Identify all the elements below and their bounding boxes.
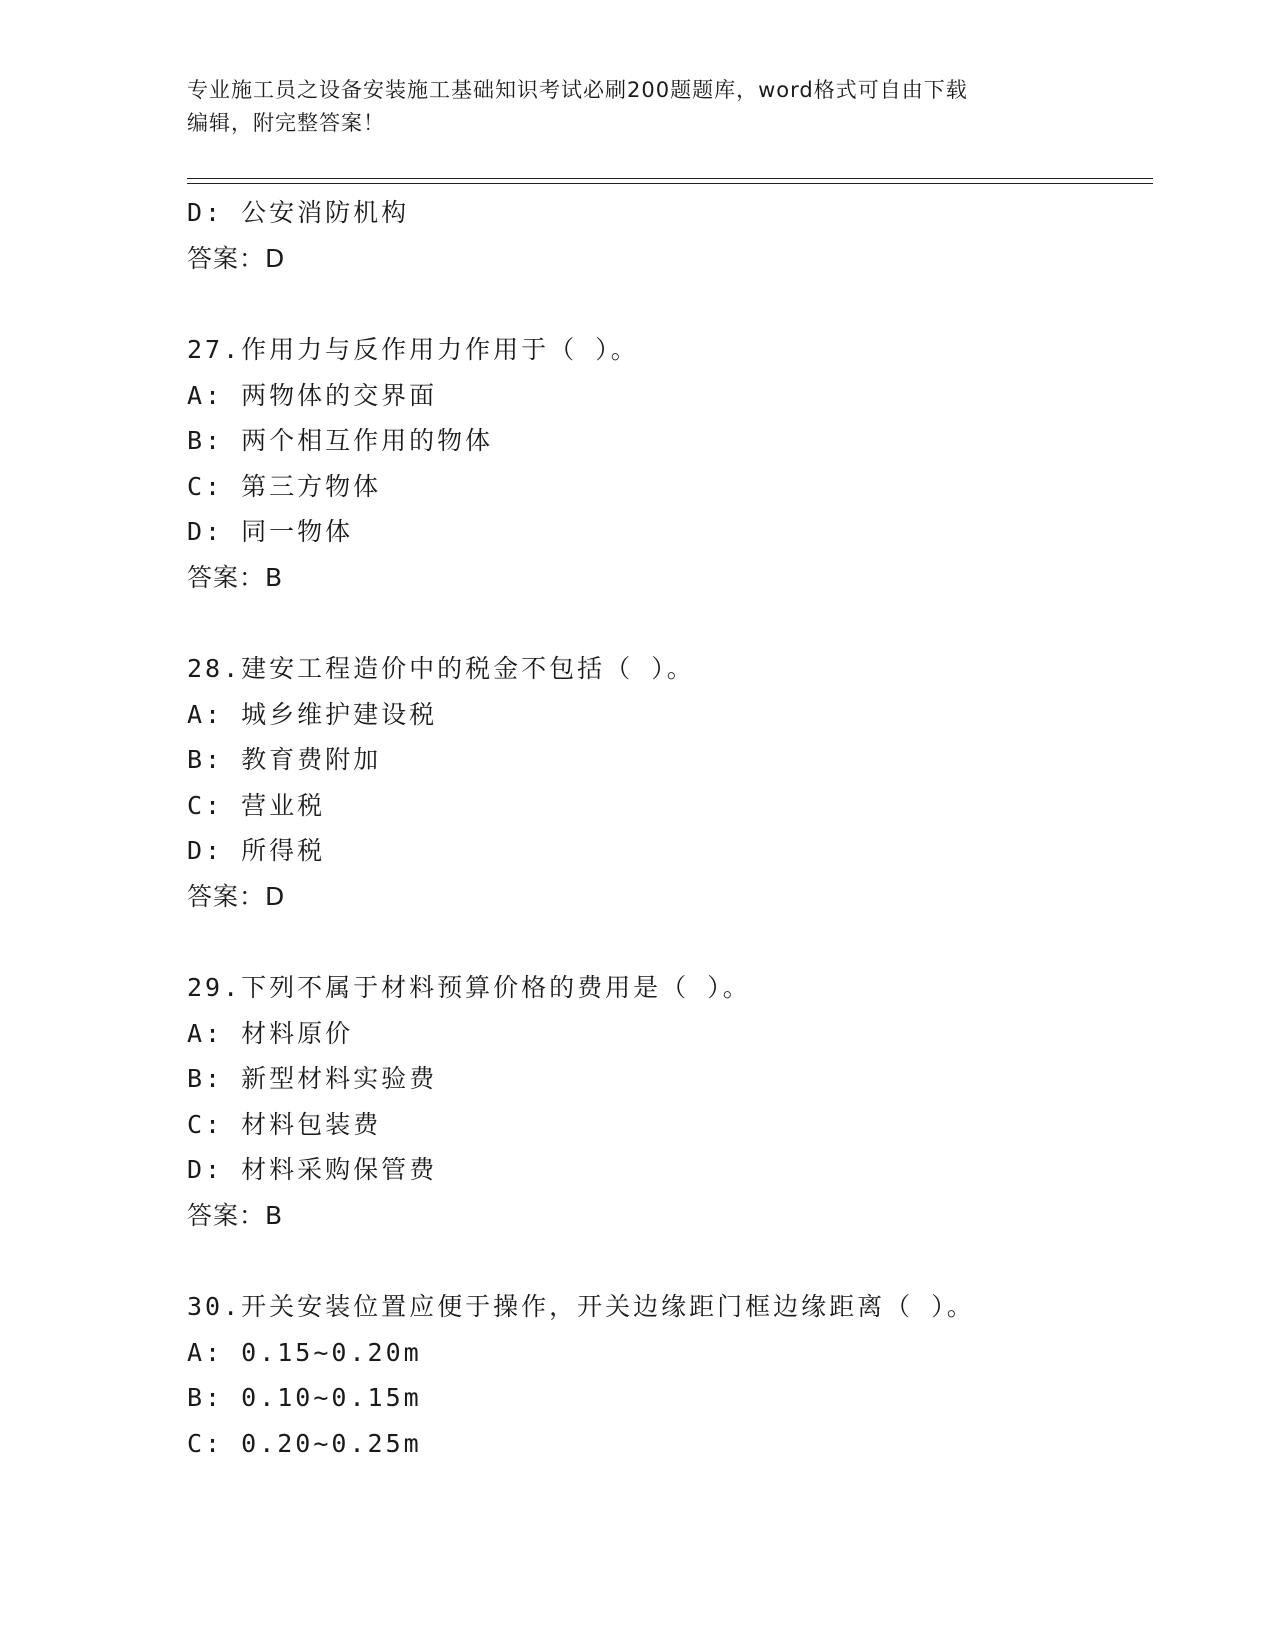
option-a: A: 0.15~0.20m [187, 1337, 422, 1367]
option-c: C: 第三方物体 [187, 471, 382, 501]
option-d: D: 所得税 [187, 836, 326, 865]
option-b: B: 0.10~0.15m [187, 1383, 422, 1412]
spacer [187, 281, 1153, 327]
question-stem: 28.建安工程造价中的税金不包括（ ）。 [187, 654, 695, 683]
option-b: B: 两个相互作用的物体 [187, 426, 494, 455]
spacer [187, 919, 1153, 965]
option-b: B: 新型材料实验费 [187, 1064, 438, 1093]
question-30 [187, 1284, 1153, 1466]
question-stem: 27.作用力与反作用力作用于（ ）。 [187, 335, 639, 364]
option-d: D: 材料采购保管费 [187, 1155, 438, 1184]
answer-line: 答案：B [187, 562, 284, 592]
question-stem: 30.开关安装位置应便于操作，开关边缘距门框边缘距离（ ）。 [187, 1292, 975, 1321]
option-a: A: 材料原价 [187, 1018, 354, 1048]
question-list [187, 190, 1153, 1466]
answer-line: 答案：D [187, 243, 286, 273]
previous-question-fragment [187, 190, 1153, 281]
header-divider-bottom [187, 183, 1153, 184]
option-b: B: 教育费附加 [187, 745, 382, 774]
option-d: D: 同一物体 [187, 517, 354, 546]
option-a: A: 两物体的交界面 [187, 380, 438, 410]
header-divider-top [187, 178, 1153, 179]
option-c: C: 营业税 [187, 790, 326, 820]
question-stem: 29.下列不属于材料预算价格的费用是（ ）。 [187, 973, 751, 1002]
option-a: A: 城乡维护建设税 [187, 699, 438, 729]
answer-line: 答案：D [187, 881, 286, 911]
spacer [187, 1238, 1153, 1284]
document-header [187, 74, 1067, 140]
option-c: C: 0.20~0.25m [187, 1428, 422, 1458]
question-29 [187, 965, 1153, 1238]
option-c: C: 材料包装费 [187, 1109, 382, 1139]
answer-line: 答案：B [187, 1200, 284, 1230]
option-d: D: 公安消防机构 [187, 198, 410, 227]
spacer [187, 600, 1153, 646]
header-line-2: 编辑，附完整答案！ [187, 111, 385, 135]
header-line-1: 专业施工员之设备安装施工基础知识考试必刷200题题库，word格式可自由下载 [187, 78, 968, 102]
question-28 [187, 646, 1153, 919]
question-27 [187, 327, 1153, 600]
